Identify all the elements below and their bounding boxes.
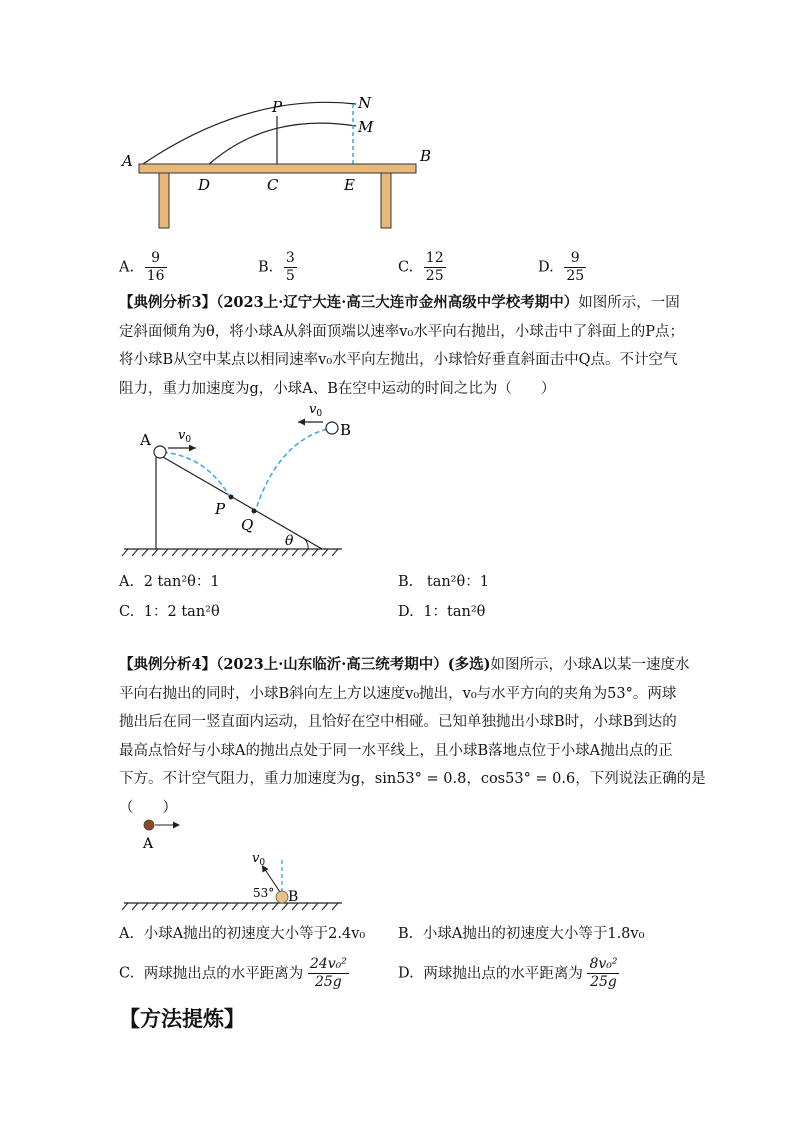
q4-question — [119, 651, 706, 822]
q4-option-d[interactable] — [398, 956, 619, 991]
q3-line-1: 定斜面倾角为θ，将小球A从斜面顶端以速率v₀水平向右抛出，小球击中了斜面上的P点； — [119, 323, 684, 340]
arc-small — [207, 123, 356, 166]
option-letter: D. — [398, 965, 414, 982]
label-A: A — [143, 836, 154, 852]
label-theta: θ — [285, 533, 294, 549]
q2-option-d[interactable] — [538, 250, 586, 285]
label-N: N — [358, 94, 372, 112]
option-letter: D. — [398, 604, 414, 620]
frac-num: 24v₀² — [309, 956, 347, 972]
point-Q — [252, 509, 257, 514]
q3-option-c[interactable] — [119, 600, 220, 621]
q2-option-a[interactable] — [119, 250, 167, 285]
q3-question — [119, 289, 689, 403]
label-A: A — [122, 152, 133, 170]
label-P: P — [272, 98, 283, 116]
option-letter: A. — [119, 926, 135, 942]
q3-option-a[interactable] — [119, 570, 220, 591]
label-C: C — [267, 176, 279, 194]
q4-line-5: （ ） — [119, 799, 177, 816]
ground-hatch — [122, 903, 338, 910]
q4-line-1: 平向右抛出的同时，小球B斜向左上方以速度v₀抛出，v₀与水平方向的夹角为53°。两球 — [119, 685, 677, 702]
label-v0-B: $v_0$ — [309, 402, 323, 419]
label-B: B — [340, 421, 352, 439]
frac-num: 9 — [570, 250, 580, 266]
q4-option-b[interactable] — [398, 922, 644, 943]
option-letter: C. — [119, 604, 135, 620]
frac-den: 5 — [285, 268, 295, 284]
label-B: B — [288, 889, 299, 905]
figure-incline — [0, 395, 800, 575]
q3-heading: 【典例分析3】（2023上·辽宁大连·高三大连市金州高级中学校考期中） — [119, 294, 579, 311]
frac-den: 16 — [146, 268, 165, 284]
q4-option-c[interactable] — [119, 956, 349, 991]
q3-line-2: 将小球B从空中某点以相同速率v₀水平向左抛出，小球恰好垂直斜面击中Q点。不计空气 — [119, 352, 678, 368]
q4-heading: 【典例分析4】（2023上·山东临沂·高三统考期中）(多选) — [119, 656, 491, 673]
q3-line-0: 如图所示，一固 — [578, 295, 680, 311]
label-B: B — [420, 147, 432, 165]
q3-line-3: 阻力，重力加速度为g，小球A、B在空中运动的时间之比为（ ） — [119, 380, 556, 397]
option-text: 两球抛出点的水平距离为 — [423, 965, 583, 982]
trajectory-B — [255, 429, 327, 512]
frac-den: 25g — [308, 973, 349, 991]
q2-option-b[interactable] — [258, 250, 297, 285]
option-letter: C. — [119, 965, 135, 982]
section-title: 【方法提炼】 — [119, 1006, 245, 1031]
q4-option-a[interactable] — [119, 922, 365, 943]
frac-num: 3 — [285, 250, 295, 266]
frac-num: 12 — [425, 250, 444, 266]
arrow-head-A — [189, 445, 196, 452]
ground-hatch — [122, 549, 338, 556]
figure-table-arcs — [0, 0, 800, 260]
option-text: 1：2 tan²θ — [143, 604, 220, 620]
q3-option-b[interactable] — [398, 570, 489, 591]
q4-line-3: 最高点恰好与小球A的抛出点处于同一水平线上，且小球B落地点位于小球A抛出点的正 — [119, 742, 673, 759]
label-E: E — [344, 176, 355, 194]
option-text: 2 tan²θ：1 — [143, 574, 220, 590]
arc-large — [140, 102, 356, 166]
option-letter: B. — [258, 259, 274, 276]
frac-den: 25 — [425, 268, 444, 284]
option-letter: D. — [538, 259, 554, 276]
label-D: D — [198, 176, 211, 194]
label-M: M — [358, 118, 374, 136]
label-Q: Q — [241, 516, 254, 534]
table-leg-right — [381, 173, 391, 228]
q3-option-d[interactable] — [398, 600, 485, 621]
option-letter: C. — [398, 259, 414, 276]
label-v0: $v_0$ — [252, 851, 266, 868]
ball-A — [154, 446, 166, 458]
point-P — [229, 495, 234, 500]
option-letter: A. — [119, 574, 135, 590]
ball-A — [144, 820, 154, 830]
q4-line-0: 如图所示，小球A以某一速度水 — [490, 657, 690, 673]
option-letter: A. — [119, 259, 135, 276]
option-text: 小球A抛出的初速度大小等于1.8v₀ — [422, 926, 645, 942]
table-leg-left — [159, 173, 169, 228]
q4-line-4: 下方。不计空气阻力，重力加速度为g，sin53° = 0.8，cos53° = 0.6，下列说法正确的是 — [119, 771, 706, 787]
incline-slope — [156, 453, 322, 549]
label-v0-A: $v_0$ — [178, 428, 192, 445]
arrow-head-A — [173, 822, 180, 829]
option-text: 两球抛出点的水平距离为 — [143, 965, 304, 982]
trajectory-A — [163, 452, 231, 499]
frac-num: 9 — [151, 250, 161, 266]
label-A: A — [140, 431, 151, 449]
option-text: 小球A抛出的初速度大小等于2.4v₀ — [143, 926, 366, 942]
arrow-head-B — [298, 419, 305, 426]
option-letter: B. — [398, 926, 414, 942]
frac-den: 25 — [566, 268, 585, 284]
option-text: tan²θ：1 — [426, 574, 489, 590]
option-text: 1：tan²θ — [423, 604, 486, 620]
label-53: 53° — [253, 886, 275, 900]
ball-B — [326, 422, 338, 434]
option-letter: B. — [398, 574, 414, 590]
ball-B — [276, 891, 288, 903]
q2-option-c[interactable] — [398, 250, 446, 285]
figure-two-balls — [0, 810, 800, 930]
q4-line-2: 抛出后在同一竖直面内运动，且恰好在空中相碰。已知单独抛出小球B时，小球B到达的 — [119, 714, 677, 730]
frac-num: 8v₀² — [589, 956, 618, 972]
label-P: P — [215, 500, 226, 518]
frac-den: 25g — [587, 973, 619, 991]
table-top — [139, 164, 416, 173]
